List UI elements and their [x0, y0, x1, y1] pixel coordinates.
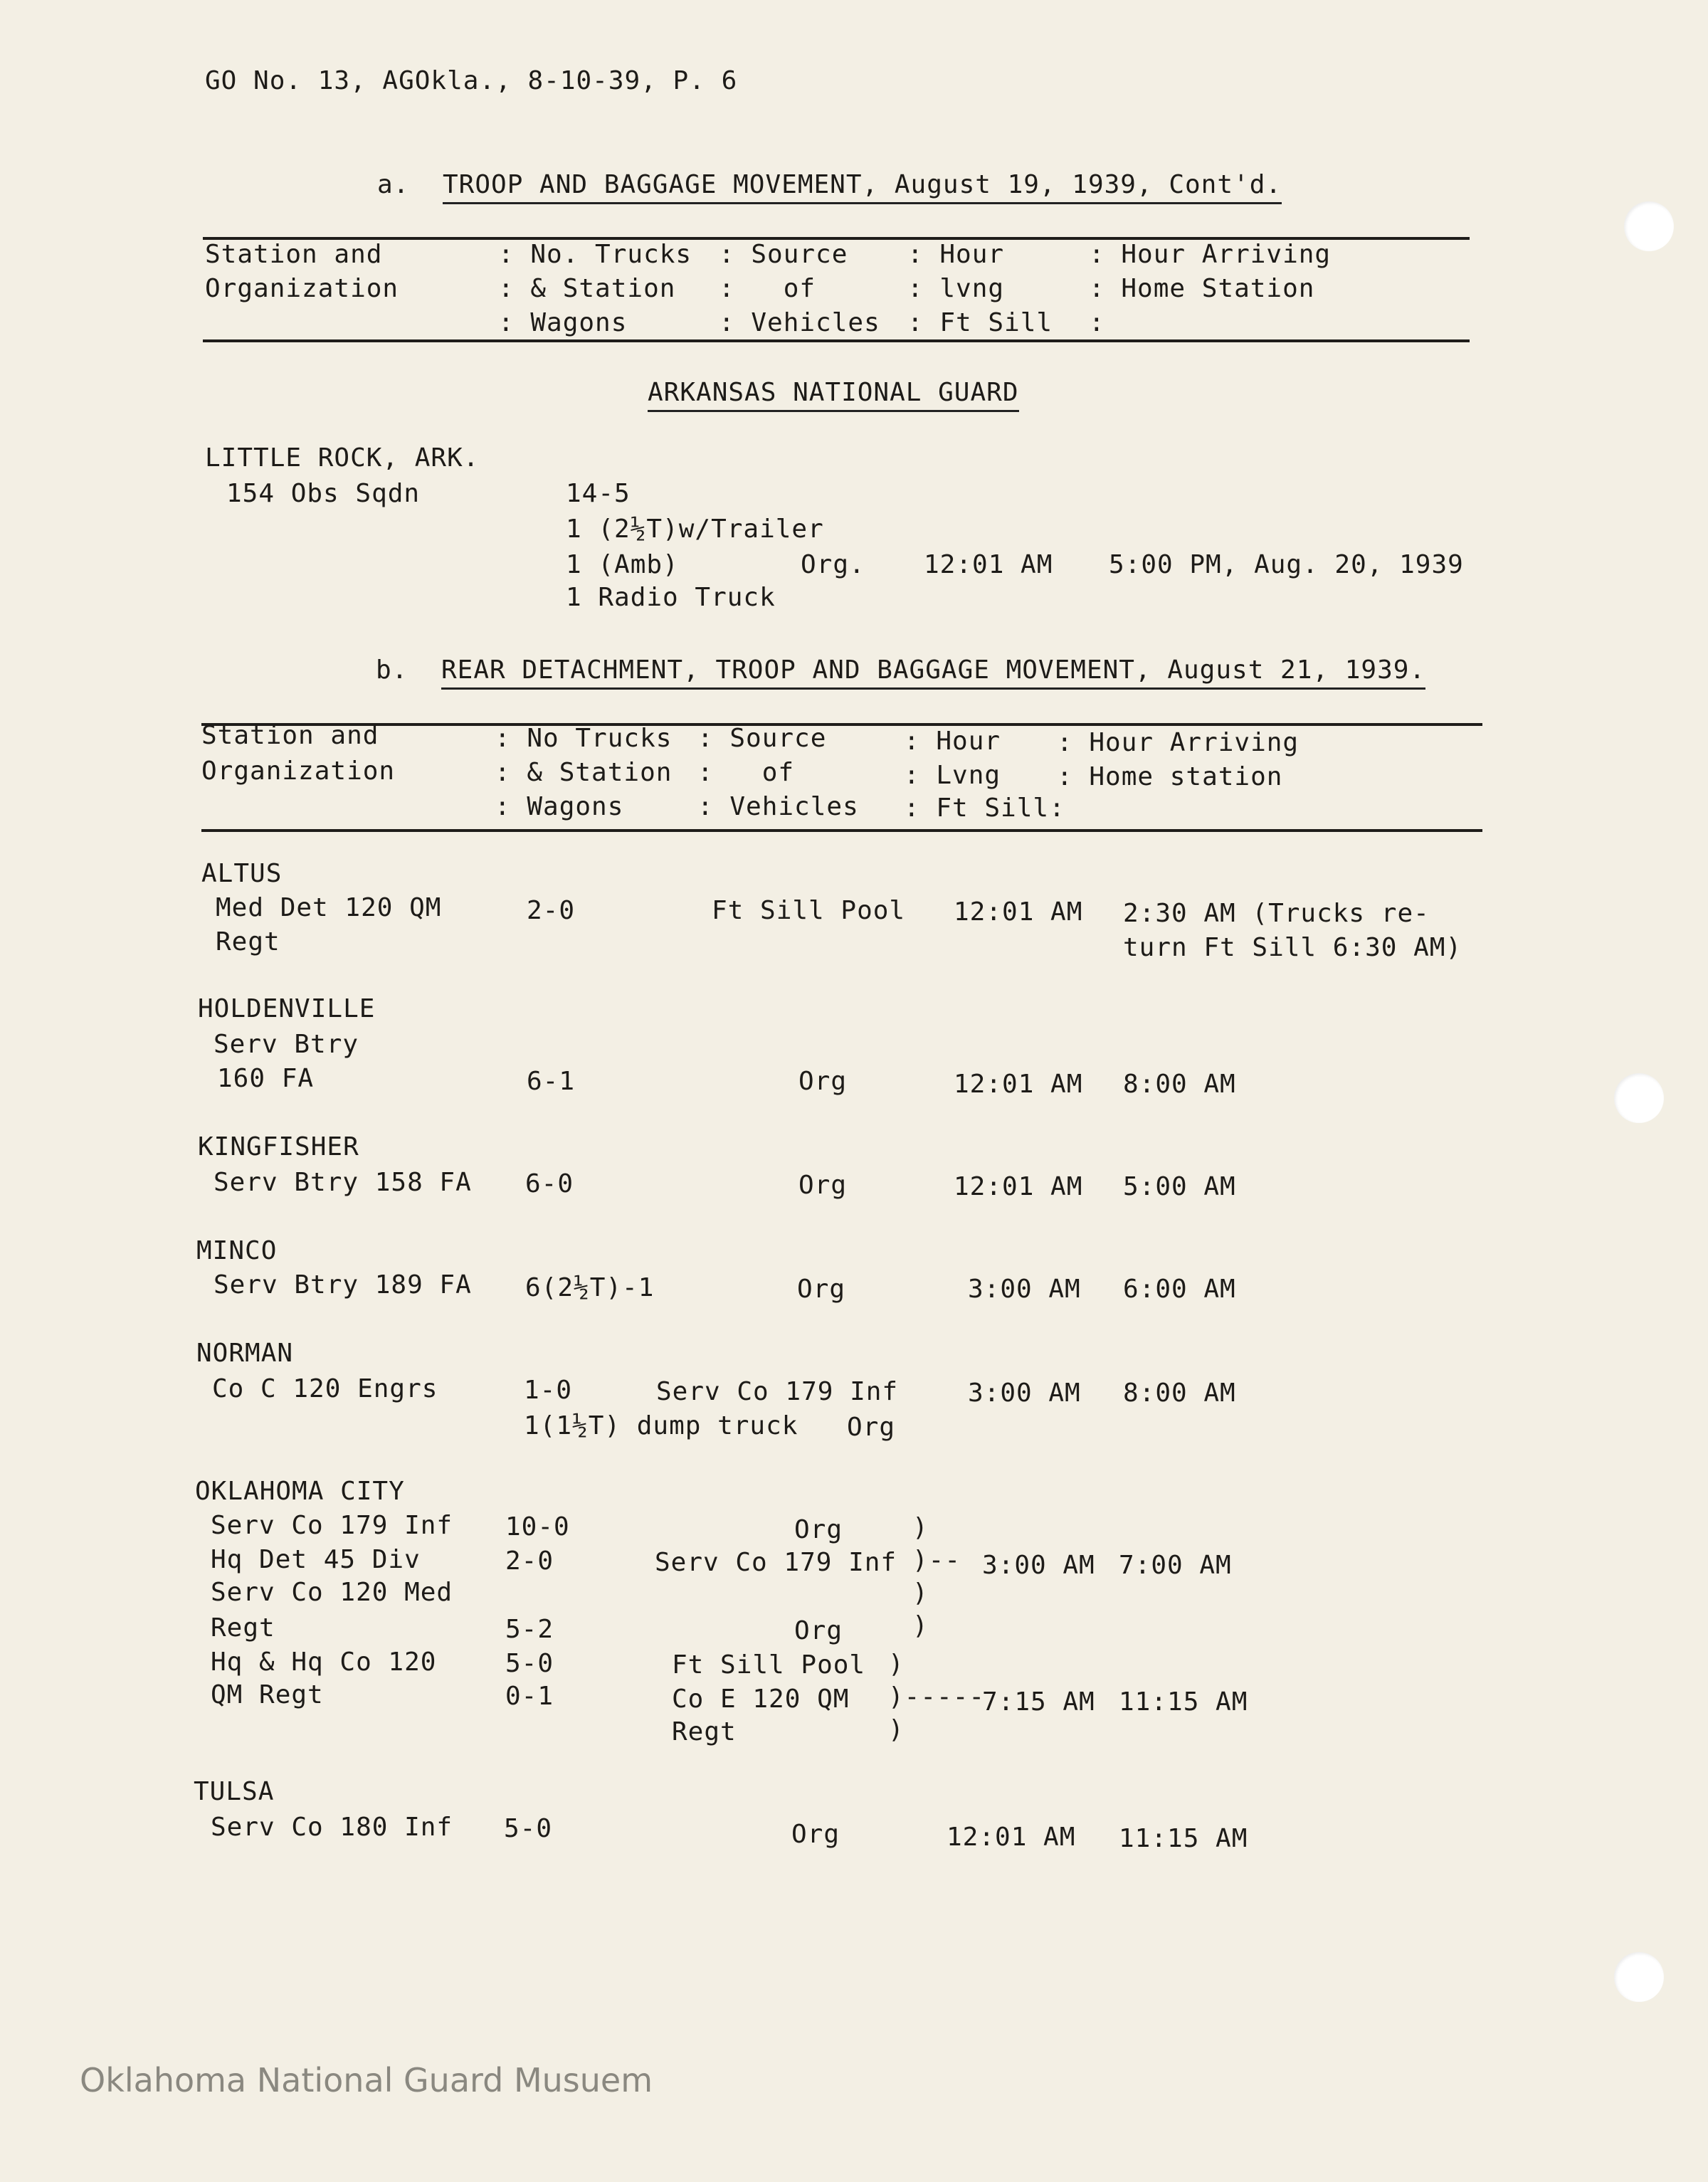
- source-norman-2: Org: [847, 1413, 896, 1442]
- section-b-bottom-rule: [201, 829, 1482, 832]
- org-154-obs-sqdn: 154 Obs Sqdn: [226, 479, 421, 508]
- station-little-rock: LITTLE ROCK, ARK.: [205, 443, 480, 473]
- trucks-minco: 6(2½T)-1: [525, 1273, 655, 1302]
- museum-watermark: Oklahoma National Guard Musuem: [80, 2061, 653, 2099]
- org-norman: Co C 120 Engrs: [212, 1374, 438, 1403]
- trucks-line-2: 1 (2½T)w/Trailer: [566, 515, 824, 544]
- arrive-kingfisher: 5:00 AM: [1123, 1172, 1236, 1201]
- arrive-little-rock: 5:00 PM, Aug. 20, 1939: [1109, 550, 1464, 579]
- source-okc-4: Ft Sill Pool: [672, 1650, 866, 1680]
- org-tulsa: Serv Co 180 Inf: [211, 1813, 453, 1842]
- section-a-letter: a.: [377, 170, 410, 199]
- arrive-holdenville: 8:00 AM: [1123, 1070, 1236, 1099]
- trucks-norman-2: 1(1½T) dump truck: [524, 1411, 798, 1440]
- leave-tulsa: 12:01 AM: [947, 1823, 1076, 1852]
- org-okc-4: Regt: [211, 1613, 275, 1643]
- org-altus-1: Med Det 120 QM: [216, 893, 442, 922]
- trucks-kingfisher: 6-0: [525, 1169, 574, 1198]
- header-a-trucks-1: : No. Trucks: [498, 240, 692, 269]
- org-okc-3: Serv Co 120 Med: [211, 1578, 453, 1607]
- source-norman-1: Serv Co 179 Inf: [656, 1377, 899, 1406]
- source-kingfisher: Org: [798, 1171, 848, 1200]
- org-kingfisher: Serv Btry 158 FA: [214, 1168, 472, 1197]
- header-b-arrive-1: : Hour Arriving: [1057, 728, 1300, 757]
- source-holdenville: Org: [798, 1067, 848, 1096]
- station-holdenville: HOLDENVILLE: [198, 994, 376, 1023]
- binder-hole-middle: [1614, 1073, 1664, 1123]
- org-okc-2: Hq Det 45 Div: [211, 1545, 421, 1574]
- header-a-station-2: Organization: [205, 274, 399, 303]
- leave-holdenville: 12:01 AM: [954, 1070, 1083, 1099]
- header-b-source-1: : Source: [697, 724, 827, 753]
- header-b-station-2: Organization: [201, 757, 396, 786]
- header-b-trucks-2: : & Station: [495, 758, 673, 787]
- trucks-norman-1: 1-0: [524, 1376, 573, 1405]
- header-a-source-2: : of: [719, 274, 816, 303]
- trucks-line-4: 1 Radio Truck: [566, 583, 776, 612]
- arrive-minco: 6:00 AM: [1123, 1275, 1236, 1304]
- header-a-station-1: Station and: [205, 240, 383, 269]
- header-a-arrive-3: :: [1089, 308, 1105, 337]
- leave-okc-group-2: 7:15 AM: [982, 1687, 1095, 1717]
- trucks-tulsa: 5-0: [504, 1814, 553, 1843]
- arrive-altus-1: 2:30 AM (Trucks re-: [1123, 899, 1430, 928]
- trucks-okc-4: 5-0: [505, 1649, 554, 1678]
- header-b-leave-1: : Hour: [904, 727, 1001, 756]
- brace-group-1: ) )-- ) ): [912, 1513, 961, 1640]
- arrive-okc-group-1: 7:00 AM: [1119, 1551, 1232, 1580]
- header-b-arrive-2: : Home station: [1057, 762, 1283, 791]
- org-okc-6: QM Regt: [211, 1680, 324, 1709]
- trucks-okc-3: 5-2: [505, 1615, 554, 1644]
- header-a-leave-3: : Ft Sill: [907, 308, 1053, 337]
- header-a-source-3: : Vehicles: [719, 308, 880, 337]
- group-title-arkansas: ARKANSAS NATIONAL GUARD: [648, 377, 1019, 412]
- arrive-norman: 8:00 AM: [1123, 1379, 1236, 1408]
- org-holdenville-1: Serv Btry: [214, 1030, 359, 1059]
- source-okc-5: Co E 120 QM: [672, 1685, 850, 1714]
- binder-hole-bottom: [1614, 1952, 1664, 2002]
- header-b-trucks-1: : No Trucks: [495, 724, 673, 753]
- document-reference: GO No. 13, AGOkla., 8-10-39, P. 6: [205, 66, 738, 95]
- header-a-arrive-2: : Home Station: [1089, 274, 1315, 303]
- source-okc-1: Org: [794, 1515, 843, 1544]
- arrive-okc-group-2: 11:15 AM: [1119, 1687, 1248, 1717]
- source-tulsa: Org: [791, 1820, 840, 1849]
- org-altus-2: Regt: [216, 927, 280, 956]
- trucks-okc-5: 0-1: [505, 1682, 554, 1711]
- station-norman: NORMAN: [196, 1339, 294, 1368]
- leave-okc-group-1: 3:00 AM: [982, 1551, 1095, 1580]
- trucks-okc-2: 2-0: [505, 1546, 554, 1576]
- header-b-station-1: Station and: [201, 721, 379, 750]
- section-b-top-rule: [201, 723, 1482, 726]
- source-okc-2: Serv Co 179 Inf: [655, 1548, 897, 1577]
- header-a-source-1: : Source: [719, 240, 848, 269]
- leave-norman: 3:00 AM: [968, 1379, 1081, 1408]
- section-b-letter: b.: [376, 655, 408, 685]
- station-kingfisher: KINGFISHER: [198, 1132, 359, 1161]
- trucks-altus: 2-0: [527, 896, 576, 925]
- leave-altus: 12:01 AM: [954, 897, 1083, 927]
- arrive-tulsa: 11:15 AM: [1119, 1824, 1248, 1853]
- header-a-leave-1: : Hour: [907, 240, 1005, 269]
- header-a-trucks-2: : & Station: [498, 274, 676, 303]
- section-b-title: REAR DETACHMENT, TROOP AND BAGGAGE MOVEMENT, August 21, 1939.: [441, 655, 1425, 690]
- header-a-trucks-3: : Wagons: [498, 308, 628, 337]
- leave-kingfisher: 12:01 AM: [954, 1172, 1083, 1201]
- brace-group-2: ) )----- ): [888, 1650, 986, 1744]
- station-minco: MINCO: [196, 1236, 278, 1265]
- source-minco: Org: [797, 1275, 846, 1304]
- trucks-holdenville: 6-1: [527, 1067, 576, 1096]
- org-okc-5: Hq & Hq Co 120: [211, 1648, 437, 1677]
- header-b-source-3: : Vehicles: [697, 792, 859, 821]
- trucks-line-1: 14-5: [566, 479, 631, 508]
- trucks-okc-1: 10-0: [505, 1512, 570, 1541]
- leave-little-rock: 12:01 AM: [924, 550, 1053, 579]
- trucks-line-3: 1 (Amb): [566, 550, 679, 579]
- org-holdenville-2: 160 FA: [217, 1064, 315, 1093]
- source-okc-3: Org: [794, 1616, 843, 1645]
- station-tulsa: TULSA: [194, 1777, 275, 1806]
- leave-minco: 3:00 AM: [968, 1275, 1081, 1304]
- station-altus: ALTUS: [201, 859, 283, 888]
- source-okc-6: Regt: [672, 1717, 737, 1746]
- header-b-leave-3: : Ft Sill:: [904, 794, 1065, 823]
- org-okc-1: Serv Co 179 Inf: [211, 1511, 453, 1540]
- source-altus: Ft Sill Pool: [712, 896, 906, 925]
- binder-hole-top: [1624, 201, 1674, 251]
- header-a-arrive-1: : Hour Arriving: [1089, 240, 1332, 269]
- header-b-trucks-3: : Wagons: [495, 792, 624, 821]
- arrive-altus-2: turn Ft Sill 6:30 AM): [1123, 933, 1462, 962]
- section-a-title: TROOP AND BAGGAGE MOVEMENT, August 19, 1939, Cont'd.: [443, 169, 1282, 204]
- section-a-bottom-rule: [203, 339, 1470, 342]
- station-oklahoma-city: OKLAHOMA CITY: [195, 1477, 405, 1506]
- header-b-source-2: : of: [697, 758, 795, 787]
- source-little-rock: Org.: [801, 550, 865, 579]
- header-b-leave-2: : Lvng: [904, 761, 1001, 790]
- org-minco: Serv Btry 189 FA: [214, 1270, 472, 1300]
- header-a-leave-2: : lvng: [907, 274, 1005, 303]
